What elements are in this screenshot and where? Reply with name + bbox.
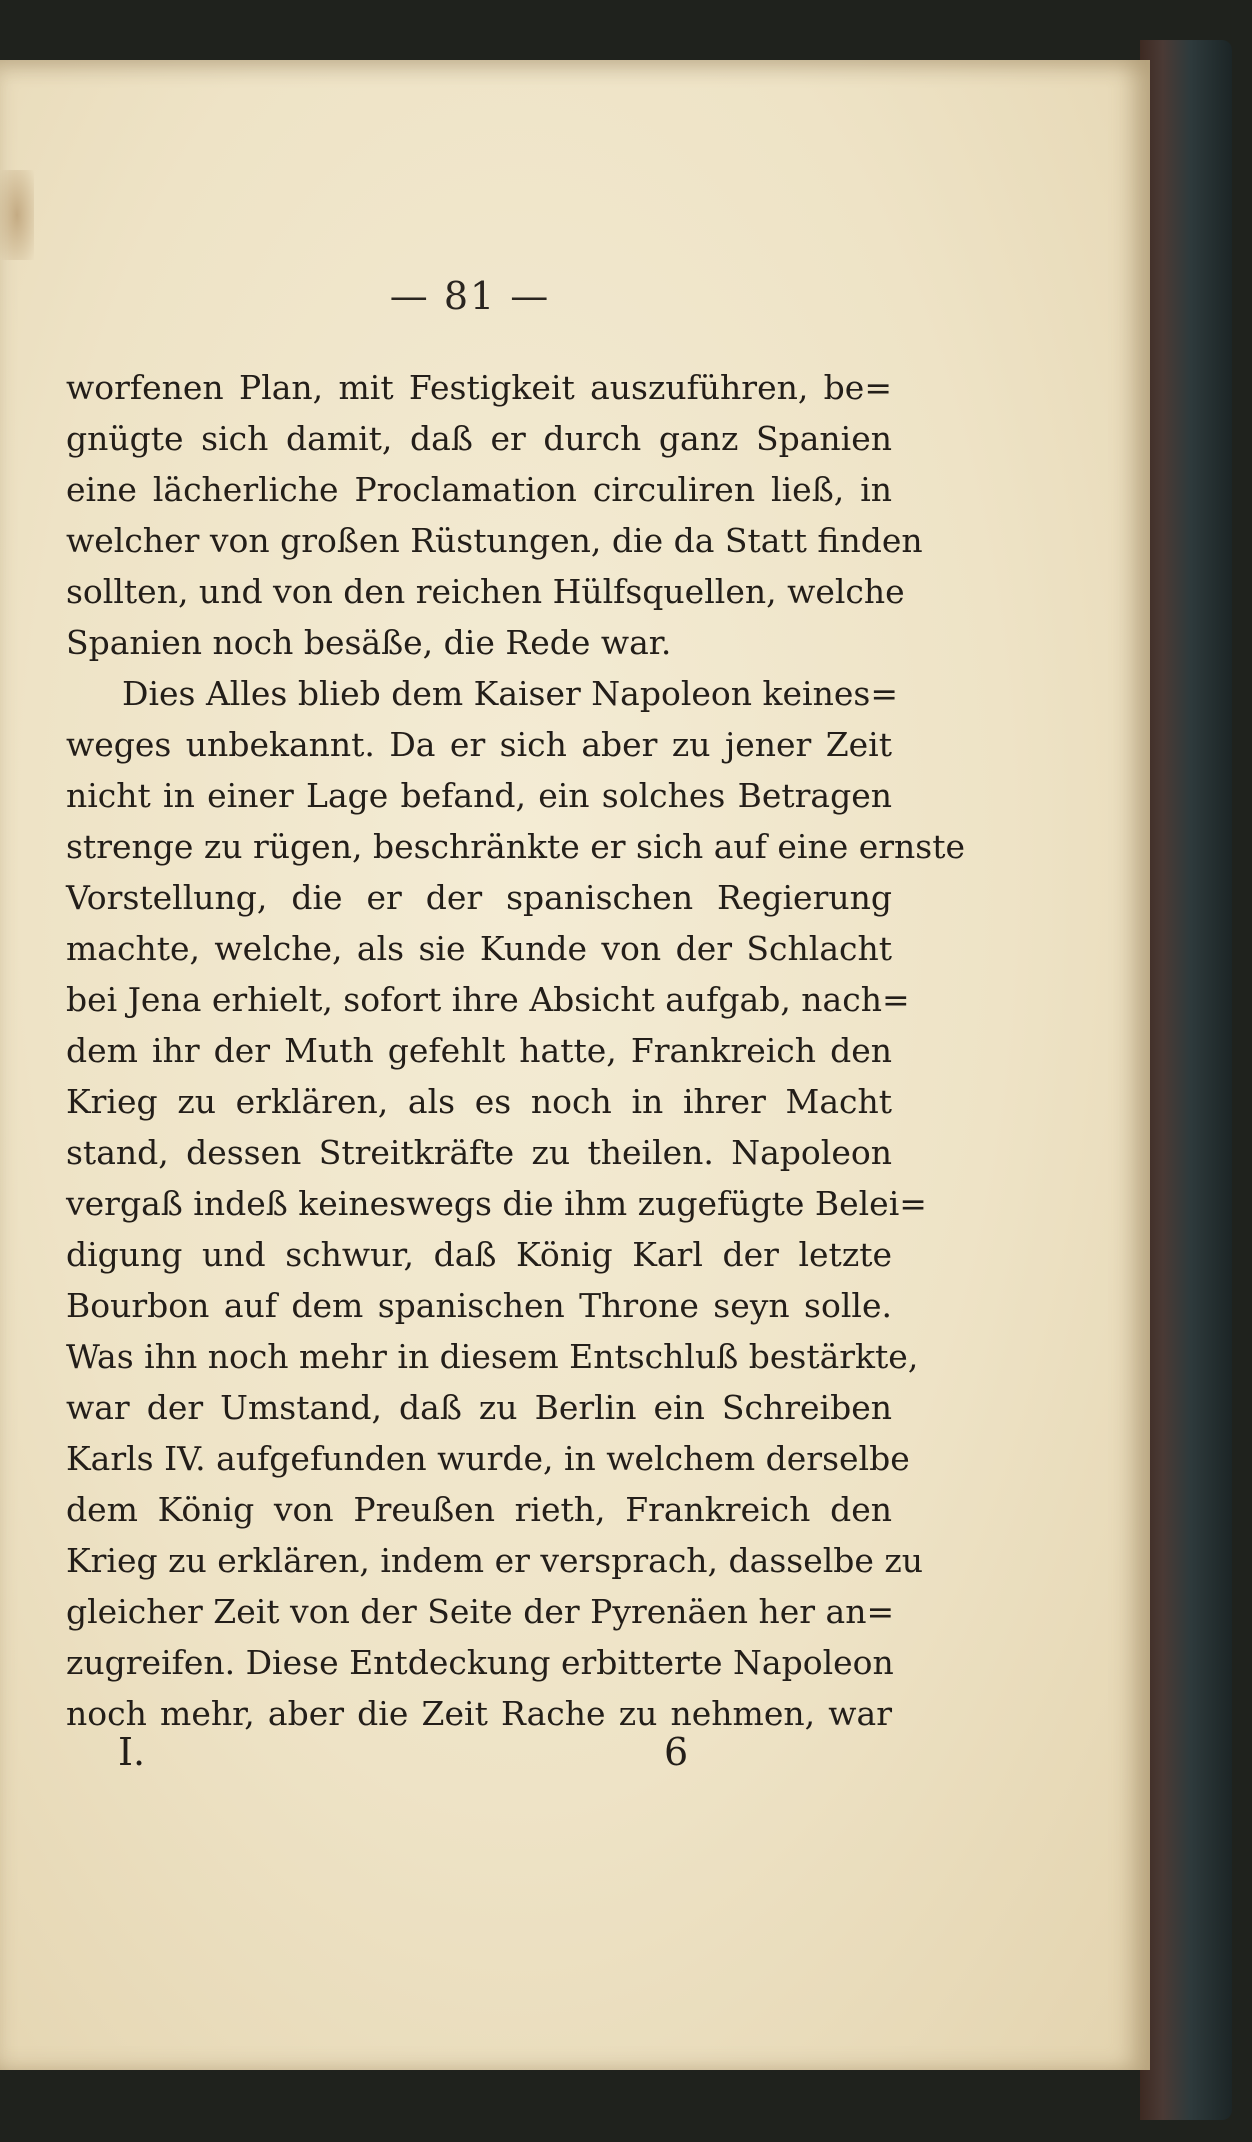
text-line: digung und schwur, daß König Karl der letzte [66,1235,892,1274]
text-line: Spanien noch besäße, die Rede war. [66,623,672,662]
text-line: dem König von Preußen rieth, Frankreich den [66,1490,892,1529]
text-line: noch mehr, aber die Zeit Rache zu nehmen, war [66,1694,892,1733]
text-line: Dies Alles blieb dem Kaiser Napoleon keines= [122,674,898,713]
text-line: Bourbon auf dem spanischen Throne seyn solle. [66,1286,892,1325]
text-line: Karls IV. aufgefunden wurde, in welchem derselbe [66,1439,910,1478]
signature-mark: I. [118,1730,146,1774]
text-line: zugreifen. Diese Entdeckung erbitterte Napoleon [66,1643,894,1682]
page-footer [118,1730,888,1780]
page-number-header: — 81 — [389,274,551,318]
text-line: nicht in einer Lage befand, ein solches Betragen [66,776,892,815]
book-binding [1140,40,1232,2120]
text-line: Was ihn noch mehr in diesem Entschluß bestärkte, [66,1337,919,1376]
text-line: war der Umstand, daß zu Berlin ein Schreiben [66,1388,892,1427]
text-line: stand, dessen Streitkräfte zu theilen. Napoleon [66,1133,892,1172]
body-text [66,362,966,1739]
text-line: machte, welche, als sie Kunde von der Schlacht [66,929,892,968]
text-line: eine lächerliche Proclamation circuliren ließ, in [66,470,892,509]
text-line: strenge zu rügen, beschränkte er sich auf eine ernste [66,827,966,866]
text-line: weges unbekannt. Da er sich aber zu jener Zeit [66,725,892,764]
text-line: sollten, und von den reichen Hülfsquellen, welche [66,572,905,611]
text-line: gnügte sich damit, daß er durch ganz Spanien [66,419,892,458]
text-line: worfenen Plan, mit Festigkeit auszuführen, be= [66,368,892,407]
paper-stain [0,170,34,260]
text-line: vergaß indeß keineswegs die ihm zugefügte Belei= [66,1184,927,1223]
text-line: Krieg zu erklären, indem er versprach, dasselbe zu [66,1541,924,1580]
text-line: Vorstellung, die er der spanischen Regierung [66,878,892,917]
text-line: bei Jena erhielt, sofort ihre Absicht aufgab, nach= [66,980,910,1019]
text-line: Krieg zu erklären, als es noch in ihrer Macht [66,1082,892,1121]
text-line: dem ihr der Muth gefehlt hatte, Frankreich den [66,1031,892,1070]
signature-number: 6 [664,1730,689,1774]
text-line: gleicher Zeit von der Seite der Pyrenäen her an= [66,1592,895,1631]
text-line: welcher von großen Rüstungen, die da Statt finden [66,521,923,560]
